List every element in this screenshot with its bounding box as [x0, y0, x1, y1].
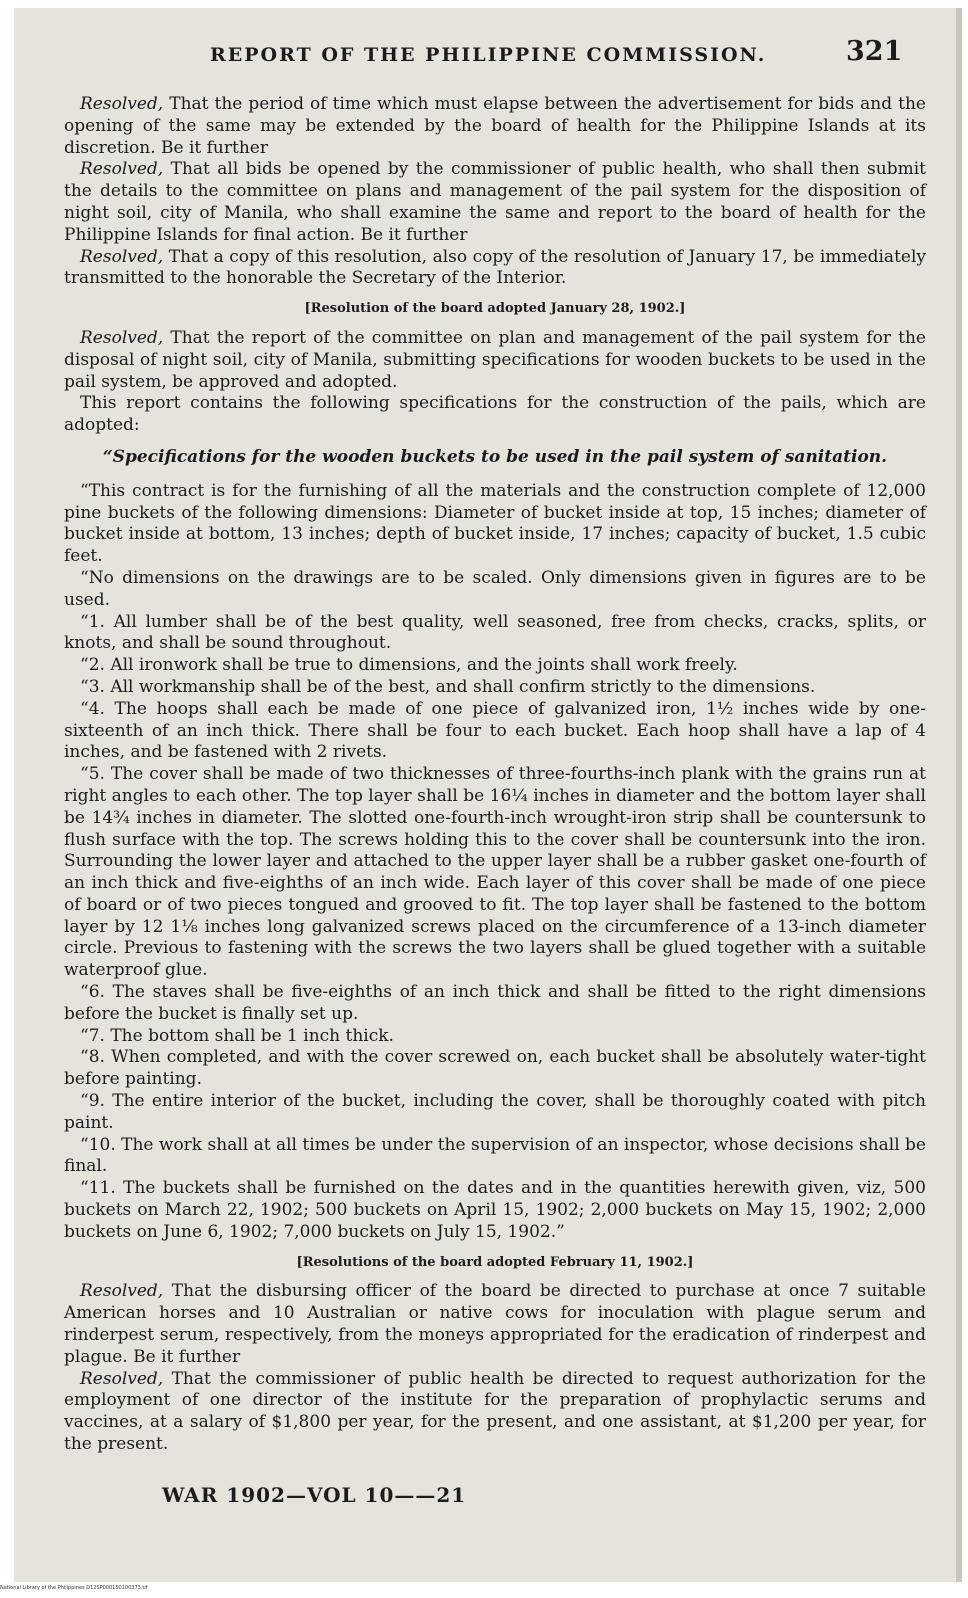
scan-credit: National Library of the Philippines D12SP000150100373.tif [0, 1585, 148, 1591]
specification-title: “Specifications for the wooden buckets to be used in the pail system of sanitation. [102, 446, 888, 467]
paragraph-text: “5. The cover shall be made of two thicknesses of three-fourths-inch plank with the grains run at right angles to each other. The top layer shall be 16¼ inches in diameter and the bottom layer shall be 14¾ inches in diameter. The slotted one-fourth-inch wrought-iron strip shall be countersunk to flush surface with the top. The screws holding this to the cover shall be countersunk into the iron. Surrounding the lower layer and attached to the upper layer shall be a rubber gasket one-fourth of an inch thick and five-eighths of an inch wide. Each layer of this cover shall be made of one piece of board or of two pieces tongued and grooved to fit. The top layer shall be fastened to the bottom layer by 12 1⅛ inches long galvanized screws placed on the circumference of a 13-inch diameter circle. Previous to fastening with the screws the two layers shall be glued together with a suitable waterproof glue. [64, 764, 926, 981]
page-header [14, 36, 956, 70]
paragraph-text: “10. The work shall at all times be under the supervision of an inspector, whose decisions shall be final. [64, 1134, 926, 1177]
resolution-heading: [Resolutions of the board adopted February 11, 1902.] [296, 1254, 694, 1270]
resolved-lead: Resolved, [80, 246, 164, 267]
paragraph [64, 1281, 926, 1368]
resolved-lead: Resolved, [80, 159, 164, 180]
paragraph [64, 677, 926, 699]
paragraph [64, 247, 926, 291]
paragraph [64, 1047, 926, 1091]
paragraph-text: That the report of the committee on plan and management of the pail system for the disposal of night soil, city of Manila, submitting specifications for wooden buckets to be used in the pail system, be approved and adopted. [64, 327, 926, 392]
resolution-heading: [Resolution of the board adopted January 28, 1902.] [304, 301, 686, 317]
resolved-lead: Resolved, [80, 327, 164, 348]
paragraph-text: That the disbursing officer of the board be directed to purchase at once 7 suitable American horses and 10 Australian or native cows for inoculation with plague serum and rinderpest serum, respectively, from the moneys appropriated for the eradication of rinderpest and plague. Be it further [64, 1281, 926, 1367]
paragraph-text: That the period of time which must elapse between the advertisement for bids and the opening of the same may be extended by the board of health for the Philippine Islands at its discretion. Be it further [64, 94, 926, 158]
paragraph [64, 393, 926, 437]
paragraph [64, 1026, 926, 1048]
paragraph [64, 982, 926, 1026]
resolved-lead: Resolved, [80, 1281, 164, 1302]
paragraph-text: “No dimensions on the drawings are to be scaled. Only dimensions given in figures are to be used. [64, 567, 926, 610]
paragraph [64, 612, 926, 656]
paragraph [64, 481, 926, 568]
paragraph [64, 1178, 926, 1243]
paragraph-text: “3. All workmanship shall be of the best, and shall confirm strictly to the dimensions. [80, 676, 816, 697]
paragraph-text: “8. When completed, and with the cover screwed on, each bucket shall be absolutely water-tight before painting. [64, 1047, 926, 1090]
page-number: 321 [846, 36, 903, 67]
paragraph-text: “This contract is for the furnishing of all the materials and the construction complete of 12,000 pine buckets of the following dimensions: Diameter of bucket inside at top, 15 inches; diameter of bucket inside at bottom, 13 inches; depth of bucket inside, 17 inches; capacity of bucket, 1.5 cubic feet. [64, 480, 926, 567]
paragraph [64, 328, 926, 393]
paragraph-text: This report contains the following specifications for the construction of the pails, which are adopted: [64, 393, 926, 436]
resolved-lead: Resolved, [80, 94, 164, 114]
resolved-lead: Resolved, [80, 1368, 164, 1389]
paragraph [64, 655, 926, 677]
body-text [64, 94, 926, 1456]
paragraph-text: That the commissioner of public health be directed to request authorization for the employment of one director of the institute for the preparation of prophylactic serums and vaccines, at a salary of $1,800 per year, for the present, and one assistant, at $1,200 per year, for the present. [64, 1368, 926, 1455]
signature-line: WAR 1902—VOL 10——21 [162, 1483, 467, 1507]
paragraph [64, 699, 926, 764]
document-page [14, 8, 962, 1582]
paragraph-text: That all bids be opened by the commissioner of public health, who shall then submit the details to the committee on plans and management of the pail system for the disposition of night soil, city of Manila, who shall examine the same and report to the board of health for the Philippine Islands for final action. Be it further [64, 159, 926, 245]
paragraph-text: That a copy of this resolution, also copy of the resolution of January 17, be immediately transmitted to the honorable the Secretary of the Interior. [64, 246, 926, 289]
paragraph-text: “1. All lumber shall be of the best quality, well seasoned, free from checks, cracks, splits, or knots, and shall be sound throughout. [64, 611, 926, 654]
paragraph [64, 94, 926, 159]
paragraph [64, 1135, 926, 1179]
paragraph [64, 1091, 926, 1135]
paragraph-text: “7. The bottom shall be 1 inch thick. [80, 1025, 394, 1046]
paragraph [64, 159, 926, 246]
paragraph-text: “2. All ironwork shall be true to dimensions, and the joints shall work freely. [80, 655, 738, 676]
paragraph-text: “4. The hoops shall each be made of one piece of galvanized iron, 1½ inches wide by one-sixteenth of an inch thick. There shall be four to each bucket. Each hoop shall have a lap of 4 inches, and be fastened with 2 rivets. [64, 698, 926, 763]
paragraph [64, 764, 926, 982]
running-title: REPORT OF THE PHILIPPINE COMMISSION. [210, 44, 767, 66]
paragraph-text: “9. The entire interior of the bucket, including the cover, shall be thoroughly coated with pitch paint. [64, 1091, 926, 1133]
paragraph [64, 568, 926, 612]
paragraph-text: “11. The buckets shall be furnished on the dates and in the quantities herewith given, viz, 500 buckets on March 22, 1902; 500 buckets on April 15, 1902; 2,000 buckets on May 15, 1902; 2,000 buckets on June 6, 1902; 7,000 buckets on July 15, 1902.” [64, 1178, 926, 1242]
paragraph-text: “6. The staves shall be five-eighths of an inch thick and shall be fitted to the right dimensions before the bucket is finally set up. [64, 982, 926, 1024]
paragraph [64, 1369, 926, 1456]
